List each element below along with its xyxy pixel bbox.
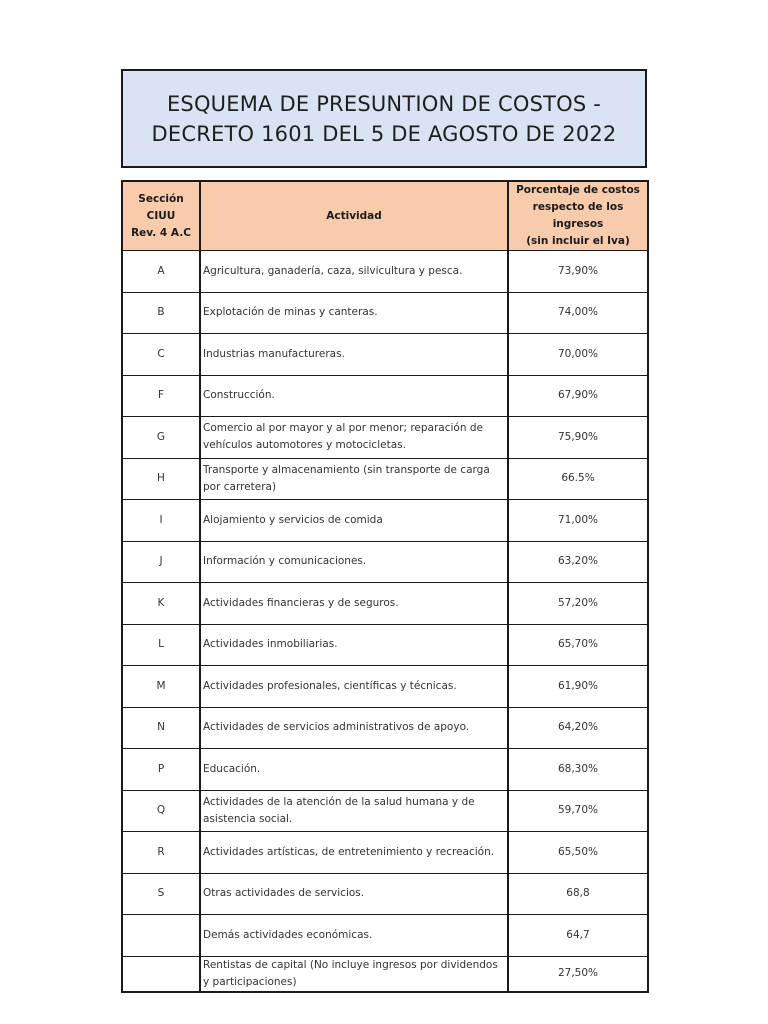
table-row [122,292,648,334]
table-row [122,375,648,417]
cell-activity: Actividades artísticas, de entretenimiento y recreación. [200,832,508,874]
cell-activity: Actividades inmobiliarias. [200,624,508,666]
cell-percentage: 64,7 [508,915,648,957]
document-title [152,89,617,149]
cell-percentage: 71,00% [508,500,648,542]
cell-percentage: 64,20% [508,707,648,749]
cell-activity: Rentistas de capital (No incluye ingresos por dividendos y participaciones) [200,956,508,992]
cell-percentage: 59,70% [508,790,648,832]
table-row [122,666,648,708]
cell-percentage: 61,90% [508,666,648,708]
cell-activity: Actividades de servicios administrativos de apoyo. [200,707,508,749]
cell-activity: Explotación de minas y canteras. [200,292,508,334]
cell-section-code: B [122,292,200,334]
table-row [122,956,648,992]
cell-section-code: P [122,749,200,791]
table-row [122,624,648,666]
table-row [122,832,648,874]
cell-section-code: C [122,334,200,376]
table-header-row [122,181,648,251]
cell-percentage: 68,8 [508,873,648,915]
header-pct-line-3: (sin incluir el Iva) [526,235,630,247]
cell-activity: Otras actividades de servicios. [200,873,508,915]
cell-percentage: 57,20% [508,583,648,625]
header-section-line-1: Sección CIUU [138,192,184,222]
cell-section-code: M [122,666,200,708]
cell-percentage: 65,70% [508,624,648,666]
cell-percentage: 68,30% [508,749,648,791]
cell-section-code: S [122,873,200,915]
table-row [122,707,648,749]
cost-presumption-table [121,180,649,993]
table-row [122,334,648,376]
document-title-box [121,69,647,168]
cell-activity: Transporte y almacenamiento (sin transporte de carga por carretera) [200,458,508,500]
cell-activity: Actividades de la atención de la salud humana y de asistencia social. [200,790,508,832]
cell-percentage: 75,90% [508,417,648,459]
cell-percentage: 27,50% [508,956,648,992]
cell-activity: Alojamiento y servicios de comida [200,500,508,542]
table-row [122,500,648,542]
cell-activity: Comercio al por mayor y al por menor; reparación de vehículos automotores y motocicletas. [200,417,508,459]
cell-section-code: Q [122,790,200,832]
cell-section-code: G [122,417,200,459]
title-line-2: DECRETO 1601 DEL 5 DE AGOSTO DE 2022 [151,121,617,146]
cell-section-code: K [122,583,200,625]
cell-section-code: I [122,500,200,542]
header-section-line-2: Rev. 4 A.C [131,226,191,239]
cell-activity: Construcción. [200,375,508,417]
header-pct-line-2: respecto de los ingresos [532,201,624,230]
cell-activity: Educación. [200,749,508,791]
header-pct-line-1: Porcentaje de costos [516,184,640,196]
header-percentage [508,181,648,251]
cell-activity: Industrias manufactureras. [200,334,508,376]
table-row [122,915,648,957]
cell-activity: Información y comunicaciones. [200,541,508,583]
cell-section-code: N [122,707,200,749]
cell-section-code: L [122,624,200,666]
table-row [122,417,648,459]
table-row [122,749,648,791]
table-row [122,790,648,832]
cell-activity: Agricultura, ganadería, caza, silvicultura y pesca. [200,251,508,293]
cell-percentage: 63,20% [508,541,648,583]
cell-section-code: R [122,832,200,874]
cell-activity: Actividades profesionales, científicas y técnicas. [200,666,508,708]
cell-section-code: H [122,458,200,500]
cell-activity: Demás actividades económicas. [200,915,508,957]
cell-section-code [122,956,200,992]
cell-percentage: 67,90% [508,375,648,417]
table-row [122,541,648,583]
cell-section-code: J [122,541,200,583]
title-line-1: ESQUEMA DE PRESUNTION DE COSTOS - [166,91,602,116]
cell-section-code [122,915,200,957]
table-row [122,251,648,293]
cell-percentage: 65,50% [508,832,648,874]
cell-percentage: 73,90% [508,251,648,293]
cell-section-code: F [122,375,200,417]
cell-percentage: 74,00% [508,292,648,334]
table-row [122,458,648,500]
cell-section-code: A [122,251,200,293]
cell-percentage: 66.5% [508,458,648,500]
cell-percentage: 70,00% [508,334,648,376]
table-body [122,251,648,992]
header-activity: Actividad [200,181,508,251]
table-row [122,583,648,625]
header-section-ciuu [122,181,200,251]
cell-activity: Actividades financieras y de seguros. [200,583,508,625]
table-row [122,873,648,915]
